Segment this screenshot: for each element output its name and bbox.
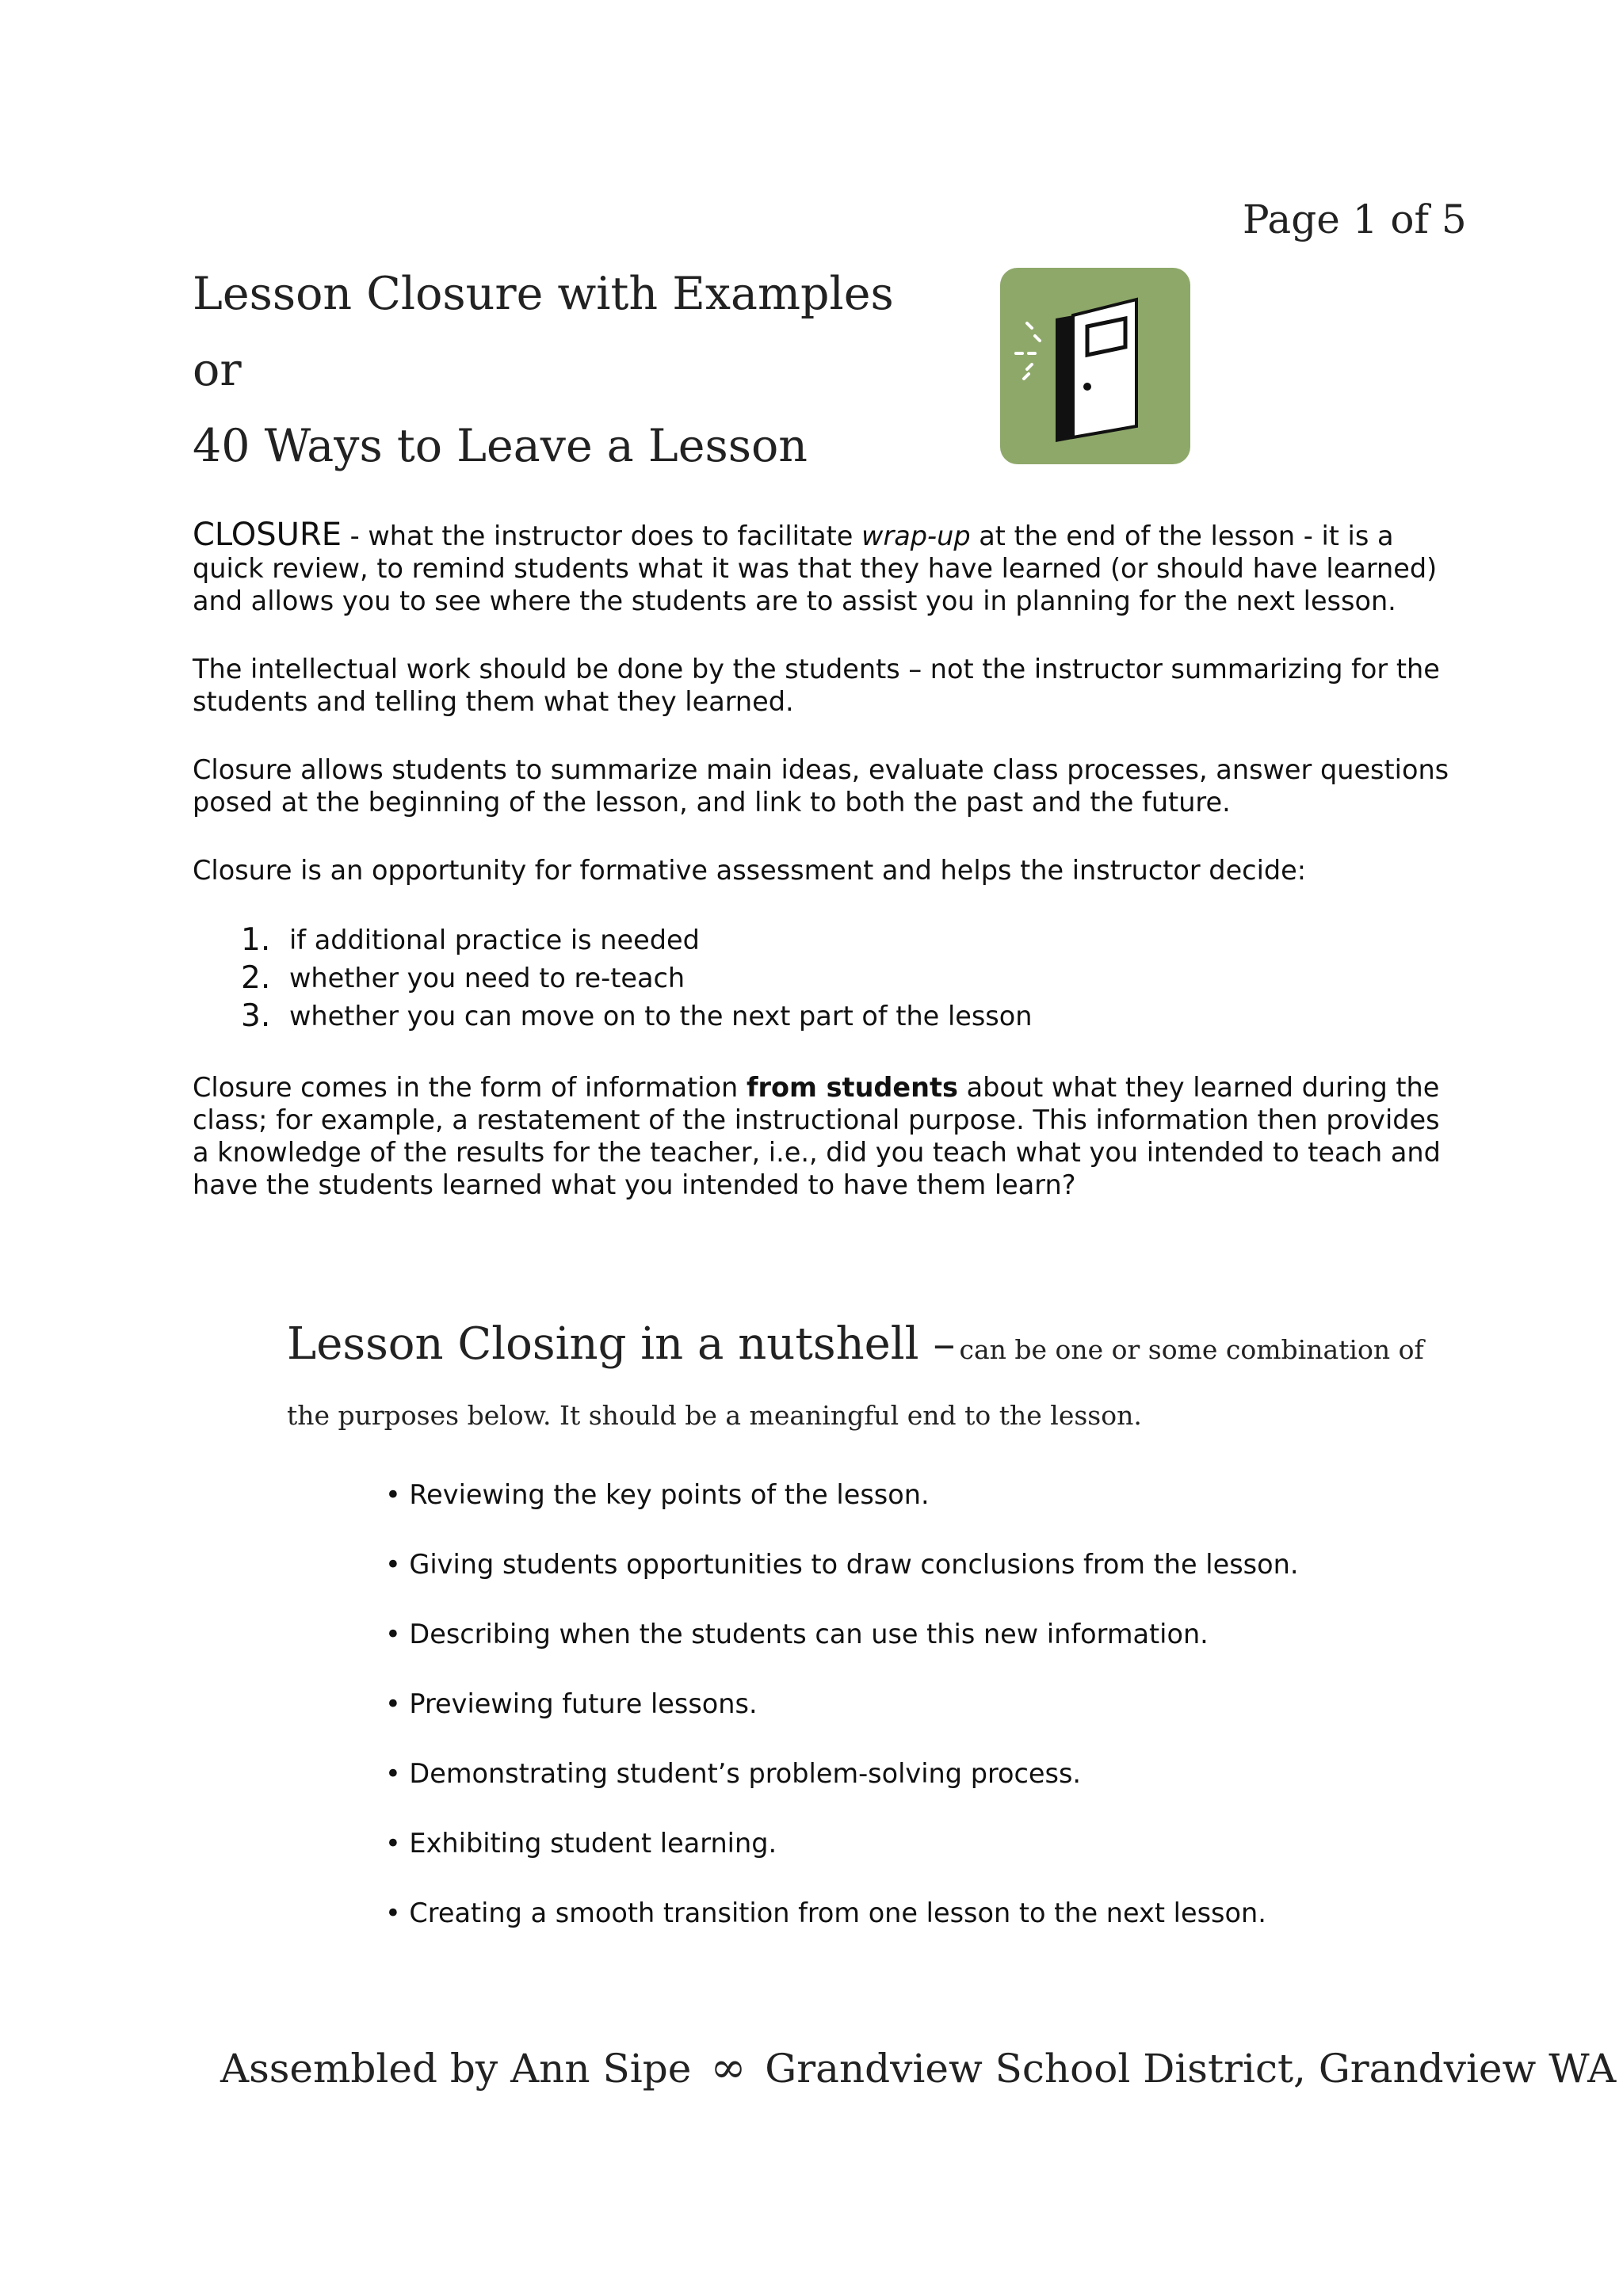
footer-district: Grandview School District, Grandview WA	[765, 2046, 1617, 2092]
list-item: 1. if additional practice is needed	[241, 922, 700, 958]
paragraph-closure-definition: CLOSURE - what the instructor does to facilitate wrap-up at the end of the lesson - it is a quick review, to remind students what it was that they have learned (or should have learned) and allows you to see where the students are to assist you in planning for the next lesson.	[193, 517, 1438, 616]
infinity-icon: ∞	[710, 2042, 747, 2092]
nutshell-heading: Lesson Closing in a nutshell – can be one or some combination of the purposes below. It should be a meaningful end to the lesson.	[287, 1318, 1424, 1431]
paragraph-intellectual-work: The intellectual work should be done by the students – not the instructor summarizing for the students and telling them what they learned.	[193, 654, 1440, 717]
footer	[220, 2042, 1616, 2092]
wrap-up-term: wrap-up	[861, 521, 971, 551]
title-line-3: 40 Ways to Leave a Lesson	[193, 420, 808, 472]
list-item: • Creating a smooth transition from one lesson to the next lesson.	[385, 1897, 1266, 1928]
list-item: • Reviewing the key points of the lesson.	[385, 1479, 930, 1510]
nutshell-title: Lesson Closing in a nutshell –	[287, 1318, 956, 1370]
decide-list	[193, 921, 1453, 1035]
purposes-list	[385, 1478, 1299, 1966]
footer-author: Assembled by Ann Sipe	[220, 2046, 692, 2092]
title-line-2: or	[193, 344, 242, 396]
paragraph-formative: Closure is an opportunity for formative assessment and helps the instructor decide:	[193, 855, 1307, 886]
list-item: • Previewing future lessons.	[385, 1688, 758, 1719]
list-item: • Giving students opportunities to draw conclusions from the lesson.	[385, 1549, 1299, 1580]
body-text	[193, 519, 1453, 1201]
paragraph-summarize: Closure allows students to summarize main ideas, evaluate class processes, answer questions posed at the beginning of the lesson, and link to both the past and the future.	[193, 754, 1449, 818]
list-item: 2. whether you need to re-teach	[241, 960, 685, 996]
list-item: 3. whether you can move on to the next part of the lesson	[241, 998, 1033, 1034]
document-title	[193, 256, 894, 484]
paragraph-from-students: Closure comes in the form of information from students about what they learned during the class; for example, a restatement of the instructional purpose. This information then provides a knowledge of the results for the teacher, i.e., did you teach what you intended to teach and have the students learned what you intended to have them learn?	[193, 1072, 1441, 1200]
list-item: • Exhibiting student learning.	[385, 1828, 777, 1859]
open-door-icon	[1000, 268, 1190, 464]
list-item: • Demonstrating student’s problem-solving process.	[385, 1758, 1082, 1789]
title-line-1: Lesson Closure with Examples	[193, 268, 894, 320]
closure-term: CLOSURE	[193, 517, 342, 553]
page-number: Page 1 of 5	[1243, 196, 1467, 242]
list-item: • Describing when the students can use this new information.	[385, 1619, 1209, 1650]
